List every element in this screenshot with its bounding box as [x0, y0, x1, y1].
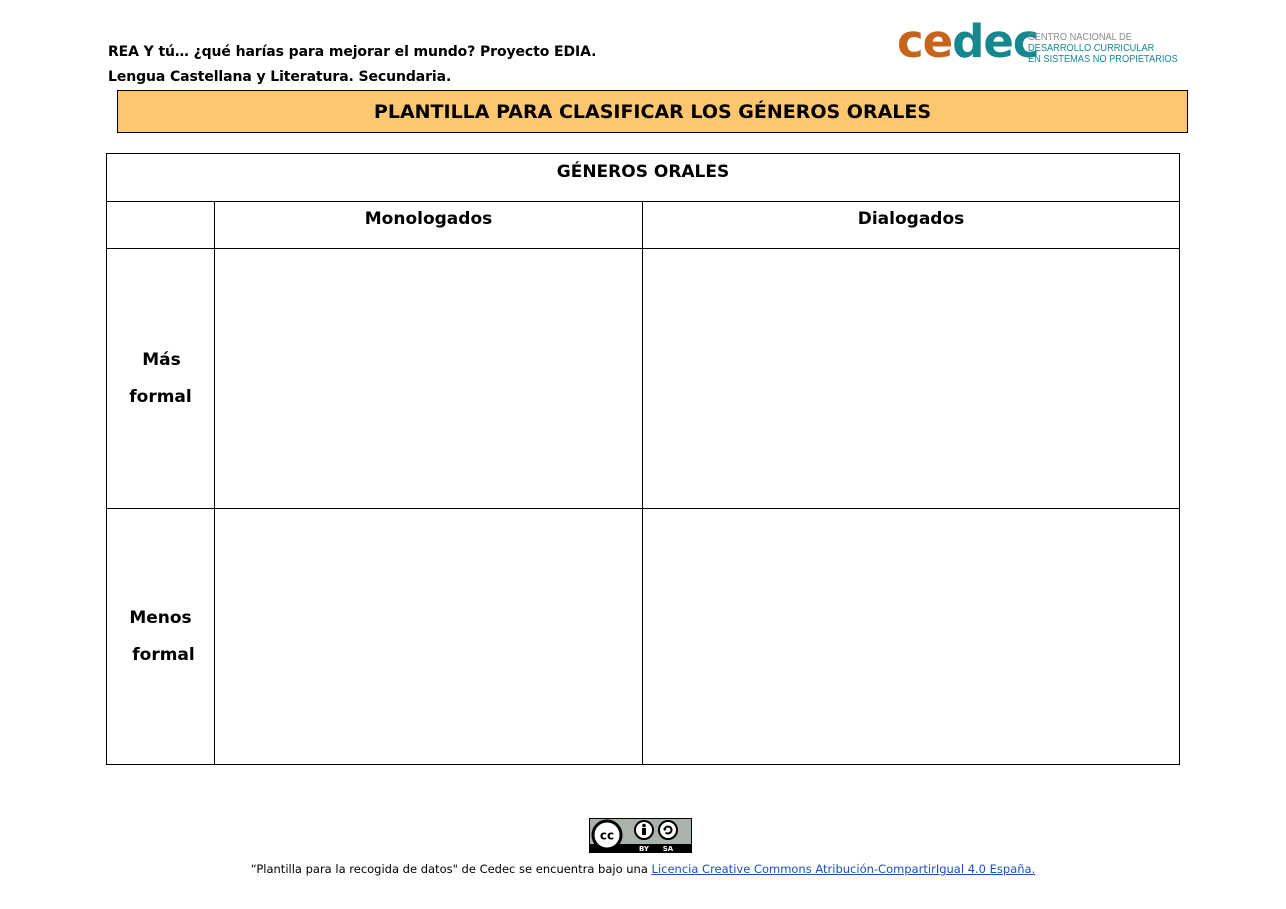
cell-menos-formal-monologados[interactable]	[215, 509, 643, 765]
cc-by-sa-icon[interactable]	[589, 818, 692, 853]
license-footer	[0, 862, 1286, 876]
cedec-logo	[897, 15, 1178, 72]
column-header-monologados: Monologados	[215, 202, 643, 249]
logo-subtitle: CENTRO NACIONAL DE DESARROLLO CURRICULAR EN SISTEMAS NO PROPIETARIOS	[1028, 31, 1178, 65]
cell-menos-formal-dialogados[interactable]	[643, 509, 1180, 765]
footer-text: “Plantilla para la recogida de datos" de Cedec se encuentra bajo una	[250, 862, 652, 876]
svg-text:cc: cc	[599, 828, 615, 843]
template-title-banner: PLANTILLA PARA CLASIFICAR LOS GÉNEROS ORALES	[117, 90, 1188, 133]
cell-mas-formal-dialogados[interactable]	[643, 249, 1180, 509]
row-label-mas-formal: Más formal	[107, 249, 215, 509]
header-project-title: REA Y tú… ¿qué harías para mejorar el mundo? Proyecto EDIA.	[108, 44, 597, 60]
license-link[interactable]: Licencia Creative Commons Atribución-CompartirIgual 4.0 España.	[651, 862, 1036, 876]
row-label-menos-formal: Menos formal	[107, 509, 215, 765]
cc-by-label: BY	[638, 845, 650, 853]
cell-mas-formal-monologados[interactable]	[215, 249, 643, 509]
logo-wordmark: cedec	[897, 15, 1039, 68]
header-subject: Lengua Castellana y Literatura. Secundaria.	[108, 69, 452, 85]
column-header-dialogados: Dialogados	[643, 202, 1180, 249]
corner-cell	[107, 202, 215, 249]
classification-table	[106, 153, 1180, 765]
cc-sa-label: SA	[662, 845, 674, 853]
table-title: GÉNEROS ORALES	[107, 154, 1180, 202]
